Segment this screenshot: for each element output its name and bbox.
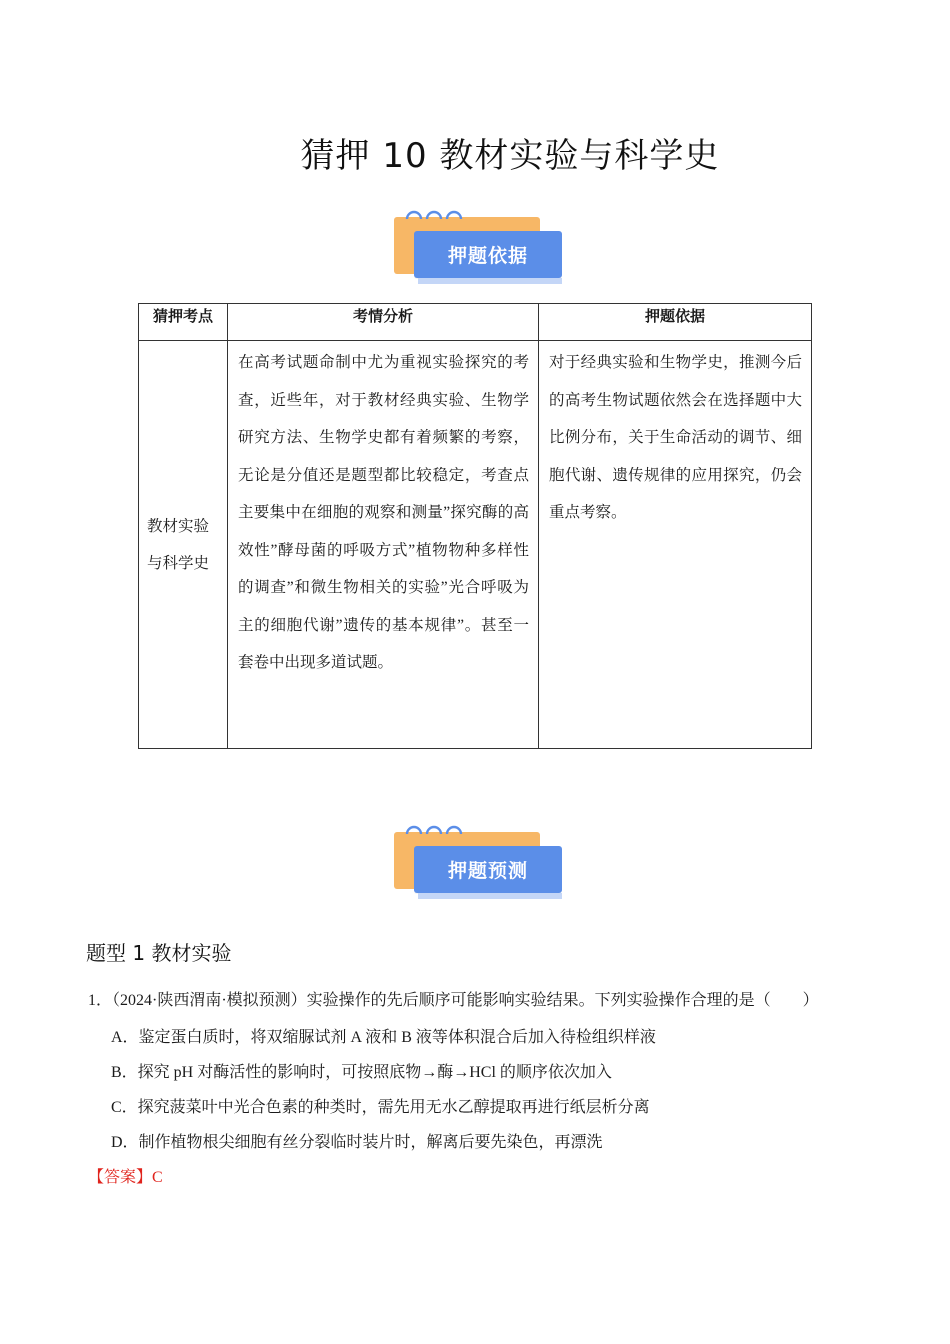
topic-cell: 教材实验与科学史 <box>139 341 228 749</box>
badge-prediction <box>394 818 566 906</box>
answer-label: 【答案】C <box>88 1169 163 1186</box>
rings-icon <box>404 818 468 840</box>
option-d: D．制作植物根尖细胞有丝分裂临时装片时，解离后要先染色，再漂洗 <box>111 1134 603 1151</box>
badge-label: 押题依据 <box>414 231 562 278</box>
option-a: A．鉴定蛋白质时，将双缩脲试剂 A 液和 B 液等体积混合后加入待检组织样液 <box>111 1029 656 1046</box>
header-analysis: 考情分析 <box>228 304 539 341</box>
header-topic: 猜押考点 <box>139 304 228 341</box>
section-title: 题型 1 教材实验 <box>86 941 232 965</box>
analysis-cell <box>228 341 539 749</box>
page-title: 猜押 10 教材实验与科学史 <box>300 136 720 176</box>
basis-cell <box>539 341 812 749</box>
badge-label: 押题预测 <box>414 846 562 893</box>
badge-shadow <box>418 893 562 899</box>
question-stem: 1．（2024·陕西渭南·模拟预测）实验操作的先后顺序可能影响实验结果。下列实验操作合理的是（ ） <box>88 992 819 1009</box>
rings-icon <box>404 203 468 225</box>
option-c: C．探究菠菜叶中光合色素的种类时，需先用无水乙醇提取再进行纸层析分离 <box>111 1099 650 1116</box>
badge-basis <box>394 203 566 291</box>
header-basis: 押题依据 <box>539 304 812 341</box>
table-row <box>139 341 812 749</box>
basis-text: 对于经典实验和生物学史，推测今后的高考生物试题依然会在选择题中大比例分布，关于生命活动的调节、细胞代谢、遗传规律的应用探究，仍会重点考察。 <box>549 354 802 521</box>
analysis-text: 在高考试题命制中尤为重视实验探究的考查，近些年，对于教材经典实验、生物学研究方法、生物学史都有着频繁的考察，无论是分值还是题型都比较稳定，考查点主要集中在细胞的观察和测量”探究酶的高效性”酵母菌的呼吸方式”植物物种多样性的调查”和微生物相关的实验”光合呼吸为主的细胞代谢”遗传的基本规律”。甚至一套卷中出现多道试题。 <box>238 354 529 671</box>
badge-shadow <box>418 278 562 284</box>
table-header-row <box>139 304 812 341</box>
option-b: B．探究 pH 对酶活性的影响时，可按照底物→酶→HCl 的顺序依次加入 <box>111 1064 612 1081</box>
analysis-table <box>138 303 812 749</box>
